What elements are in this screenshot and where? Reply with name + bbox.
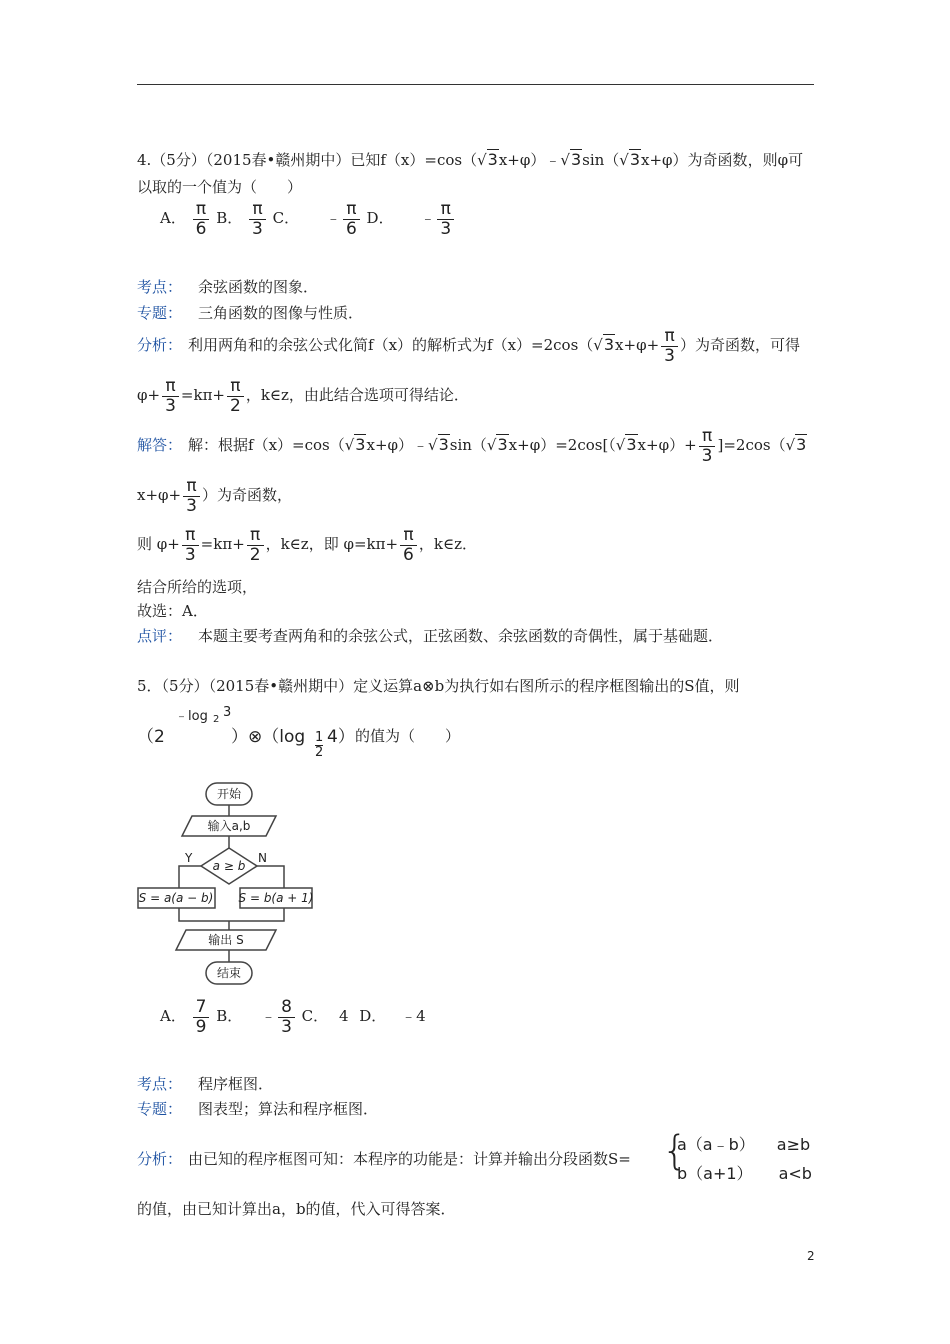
option-a-label: A． (160, 1007, 186, 1026)
jieda-text: ，k∈z． (418, 535, 477, 554)
expr-log-base: 1 2 (315, 730, 324, 761)
jieda-text: x+φ+ (137, 486, 182, 505)
flow-left-label: S = a(a − b) (138, 891, 214, 905)
fraction: $\frac{\pi}{3}$ (183, 477, 200, 515)
expr-exponent-subscript: 2 (213, 714, 220, 725)
fraction: $\frac{\pi}{3}$ (249, 200, 266, 238)
piecewise-expr: b（a+1） (677, 1164, 753, 1183)
flow-yes-label: Y (185, 851, 193, 865)
q4-text: x+φ）为奇函数，则φ可 (641, 151, 804, 169)
fenxi-text: 由已知的程序框图可知：本程序的功能是：计算并输出分段函数S= (188, 1150, 631, 1168)
page-number: 2 (807, 1249, 815, 1263)
fraction: $\frac{\pi}{3}$ (162, 377, 179, 415)
expr-part: ）⊗（log (231, 727, 306, 747)
q4-dianping (137, 625, 723, 646)
jieda-text: ]=2cos（ (717, 436, 786, 455)
fenxi-text: =kπ+ (180, 386, 225, 405)
option-c-label: C． (272, 209, 300, 228)
q4-kaodian (137, 276, 318, 297)
q5-fenxi-line2: 的值，由已知计算出a，b的值，代入可得答案． (137, 1200, 456, 1218)
jieda-text: x+φ）=2cos[（ (508, 436, 616, 455)
fraction: $\frac{\pi}{3}$ (437, 200, 454, 238)
flow-arrow (179, 866, 201, 888)
q5-line1: 5．（5分）（2015春•赣州期中）定义运算a⊗b为执行如右图所示的程序框图输出的S值，则 (137, 677, 740, 695)
jieda-text: =kπ+ (200, 535, 245, 554)
option-c-value: 4 (338, 1007, 349, 1026)
fenxi-text: x+φ+ (615, 336, 660, 355)
option-a-label: A． (160, 209, 186, 228)
sqrt-symbol: √3 (785, 435, 807, 455)
q4-text: 4.（5分）（2015春•赣州期中）已知f（x）=cos（ (137, 151, 478, 169)
q4-line1 (137, 149, 803, 170)
option-d-label: D． (366, 209, 394, 228)
jieda-text: ，k∈z，即 φ=kπ+ (265, 535, 399, 554)
minus-sign: ﹣ (325, 209, 341, 228)
flow-merge-line (179, 908, 284, 921)
expr-tail: 的值为（ ） (355, 727, 461, 745)
kaodian-text: 程序框图． (198, 1075, 274, 1093)
q4-fenxi-line2 (137, 377, 469, 415)
q4-jieda-line4: 结合所给的选项， (137, 578, 258, 596)
option-d-label: D． (359, 1007, 387, 1026)
piecewise-expr: a（a﹣b） (677, 1135, 755, 1154)
option-b-label: B． (216, 1007, 243, 1026)
kaodian-text: 余弦函数的图象． (198, 278, 319, 296)
jieda-text: 解：根据f（x）=cos（ (188, 436, 345, 455)
q4-jieda-line3 (137, 526, 477, 564)
piecewise-row-1 (677, 1132, 810, 1155)
piecewise-cond: a<b (778, 1164, 812, 1183)
expr-exponent-arg: 3 (223, 705, 232, 720)
fenxi-text: φ+ (137, 386, 161, 405)
dianping-text: 本题主要考查两角和的余弦公式，正弦函数、余弦函数的奇偶性，属于基础题． (198, 627, 724, 645)
dianping-label: 点评： (137, 627, 183, 645)
q4-jieda-line1 (137, 427, 807, 465)
jieda-text: x+φ）+ (637, 436, 697, 455)
piecewise-brace: { (662, 1128, 688, 1174)
jieda-text: sin（ (449, 436, 487, 455)
flow-end-label: 结束 (216, 966, 242, 980)
q4-fenxi-line1 (137, 327, 800, 365)
kaodian-label: 考点： (137, 278, 183, 296)
q4-options (160, 200, 456, 238)
flow-start-label: 开始 (216, 787, 242, 801)
jieda-text: x+φ）﹣ (366, 436, 429, 455)
option-b-label: B． (216, 209, 243, 228)
fraction: $\frac{\pi}{6}$ (400, 526, 417, 564)
jieda-text: 则 φ+ (137, 535, 180, 554)
q4-jieda-line5: 故选：A． (137, 602, 208, 620)
minus-sign: ﹣ (261, 1007, 277, 1026)
sqrt-symbol: √3 (615, 435, 637, 455)
flow-output-label: 输出 S (208, 933, 244, 947)
q4-jieda-line2 (137, 477, 292, 515)
q4-text: x+φ）﹣ (498, 151, 561, 169)
fraction: $\frac{\pi}{2}$ (227, 377, 244, 415)
fraction: $\frac{\pi}{3}$ (699, 427, 716, 465)
flow-input-label: 输入a,b (207, 819, 251, 833)
minus-sign: ﹣ (420, 209, 436, 228)
expr-exponent: ﹣log (175, 709, 208, 724)
sqrt-symbol: √3 (344, 435, 366, 455)
zhuanti-label: 专题： (137, 304, 183, 322)
fraction: $\frac{\pi}{6}$ (193, 200, 210, 238)
sqrt-symbol: √3 (593, 335, 615, 355)
option-d-value: ﹣4 (401, 1007, 426, 1026)
q5-options (160, 998, 426, 1036)
fenxi-text: 利用两角和的余弦公式化简f（x）的解析式为f（x）=2cos（ (188, 336, 594, 355)
flow-right-label: S = b(a + 1) (238, 891, 314, 905)
q4-line2: 以取的一个值为（ ） (137, 178, 303, 196)
fraction: $\frac{8}{3}$ (278, 998, 295, 1036)
jieda-text: ）为奇函数， (201, 486, 292, 505)
sqrt-symbol: √3 (477, 150, 498, 169)
q4-zhuanti (137, 302, 363, 323)
flow-condition-label: a ≥ b (212, 859, 246, 873)
flow-no-label: N (258, 851, 267, 865)
q5-fenxi-line1 (137, 1148, 631, 1169)
fraction: $\frac{\pi}{3}$ (661, 327, 678, 365)
zhuanti-label: 专题： (137, 1100, 183, 1118)
kaodian-label: 考点： (137, 1075, 183, 1093)
header-rule (137, 84, 814, 85)
sqrt-symbol: √3 (619, 150, 641, 169)
flow-arrow (257, 866, 284, 888)
q5-expression (137, 705, 557, 765)
expr-part: （2 (137, 727, 165, 747)
zhuanti-text: 三角函数的图像与性质． (198, 304, 364, 322)
fraction: $\frac{\pi}{2}$ (247, 526, 264, 564)
flowchart (130, 778, 320, 988)
piecewise-row-2 (677, 1161, 812, 1184)
piecewise-cond: a≥b (776, 1135, 811, 1154)
sqrt-symbol: √3 (428, 435, 449, 455)
expr-part: 4） (327, 727, 355, 747)
sqrt-symbol: √3 (560, 150, 582, 169)
fraction: $\frac{\pi}{6}$ (343, 200, 360, 238)
q5-zhuanti (137, 1098, 378, 1119)
fenxi-text: ，k∈z，由此结合选项可得结论． (245, 386, 469, 405)
fenxi-label: 分析： (137, 1150, 183, 1168)
fenxi-label: 分析： (137, 336, 183, 355)
sqrt-symbol: √3 (486, 435, 508, 455)
q5-kaodian (137, 1073, 273, 1094)
fraction: $\frac{7}{9}$ (193, 998, 210, 1036)
zhuanti-text: 图表型；算法和程序框图． (198, 1100, 379, 1118)
q4-text: sin（ (582, 151, 620, 169)
fenxi-text: ）为奇函数，可得 (679, 336, 800, 355)
option-c-label: C． (301, 1007, 329, 1026)
jieda-label: 解答： (137, 436, 183, 455)
fraction: $\frac{\pi}{3}$ (182, 526, 199, 564)
